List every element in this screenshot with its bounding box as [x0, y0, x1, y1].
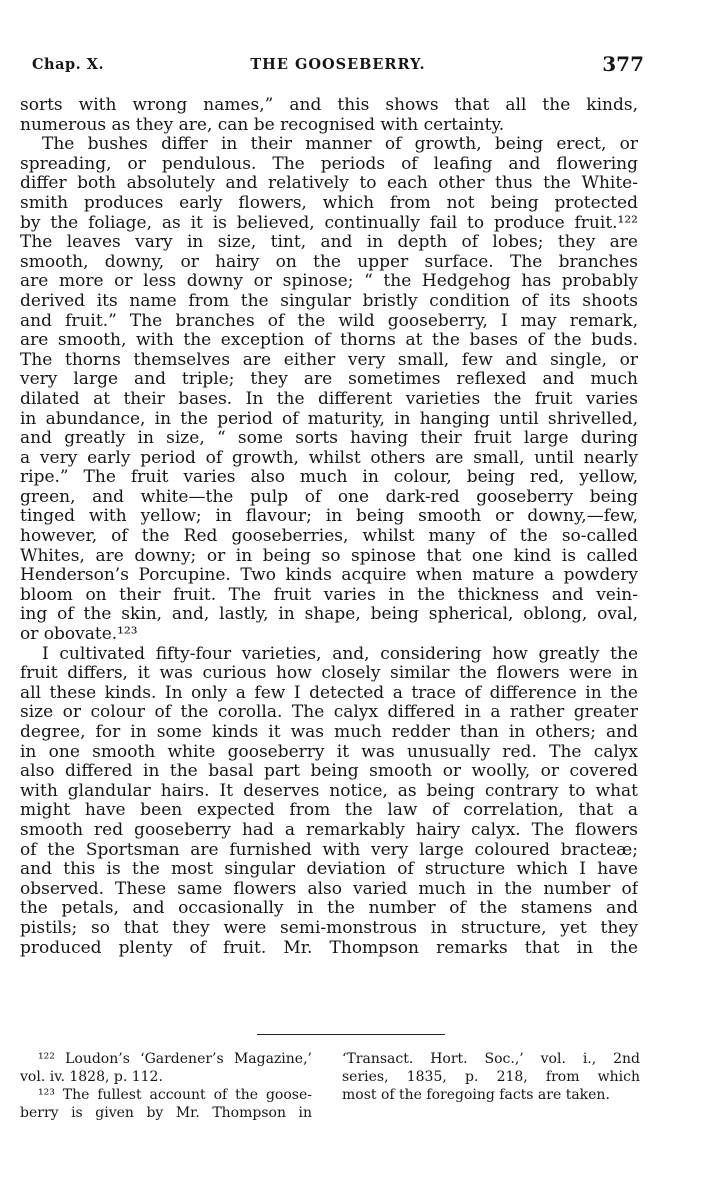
text-line: or obovate.¹²³ — [20, 625, 138, 645]
text-line: Henderson’s Porcupine. Two kinds acquire when mature a powdery — [20, 566, 638, 586]
footnote-line: ¹²² Loudon’s ‘Gardener’s Magazine,’ — [38, 1051, 312, 1067]
footnote-line: berry is given by Mr. Thompson in — [20, 1105, 312, 1121]
text-line: might have been expected from the law of correlation, that a — [20, 801, 638, 821]
text-line: derived its name from the singular bristly condition of its shoots — [20, 291, 638, 311]
text-line: are smooth, with the exception of thorns at the bases of the buds. — [20, 331, 638, 351]
text-line: by the foliage, as it is believed, continually fail to produce fruit.¹²² — [20, 213, 638, 233]
text-line: bloom on their fruit. The fruit varies in the thickness and vein- — [20, 585, 638, 605]
text-line: tinged with yellow; in flavour; in being smooth or downy,—few, — [20, 507, 638, 527]
footnote-column-right — [342, 1050, 640, 1104]
text-line: however, of the Red gooseberries, whilst many of the so-called — [20, 527, 638, 547]
text-line: ripe.” The fruit varies also much in colour, being red, yellow, — [20, 468, 638, 488]
text-line: smooth, downy, or hairy on the upper surface. The branches — [20, 252, 638, 272]
body-text — [20, 96, 638, 958]
text-line: very large and triple; they are sometimes reflexed and much — [20, 370, 638, 390]
page-number: 377 — [602, 52, 644, 76]
text-line: observed. These same flowers also varied much in the number of — [20, 879, 638, 899]
footnote-line: series, 1835, p. 218, from which — [342, 1069, 640, 1085]
text-line: smith produces early flowers, which from not being protected — [20, 193, 638, 213]
footnote-column-left — [20, 1050, 312, 1122]
text-line: produced plenty of fruit. Mr. Thompson remarks that in the — [20, 938, 638, 958]
text-line: green, and white—the pulp of one dark-red gooseberry being — [20, 487, 638, 507]
footnote-line: vol. iv. 1828, p. 112. — [20, 1069, 163, 1085]
text-line: in abundance, in the period of maturity, in hanging until shrivelled, — [20, 409, 638, 429]
footnote-divider — [257, 1034, 445, 1035]
text-line: and fruit.” The branches of the wild gooseberry, I may remark, — [20, 311, 638, 331]
text-line: with glandular hairs. It deserves notice, as being contrary to what — [20, 781, 638, 801]
footnote-line: ¹²³ The fullest account of the goose- — [38, 1087, 312, 1103]
text-line: in one smooth white gooseberry it was unusually red. The calyx — [20, 742, 638, 762]
text-line: the petals, and occasionally in the number of the stamens and — [20, 899, 638, 919]
text-line: and this is the most singular deviation of structure which I have — [20, 860, 638, 880]
text-line: differ both absolutely and relatively to each other thus the White- — [20, 174, 638, 194]
text-line: of the Sportsman are furnished with very large coloured bracteæ; — [20, 840, 638, 860]
text-line: spreading, or pendulous. The periods of leafing and flowering — [20, 154, 638, 174]
text-line: ing of the skin, and, lastly, in shape, being spherical, oblong, oval, — [20, 605, 638, 625]
text-line: and greatly in size, “ some sorts having their fruit large during — [20, 429, 638, 449]
text-line: smooth red gooseberry had a remarkably hairy calyx. The flowers — [20, 820, 638, 840]
text-line: dilated at their bases. In the different varieties the fruit varies — [20, 389, 638, 409]
text-line: Whites, are downy; or in being so spinose that one kind is called — [20, 546, 638, 566]
text-line: sorts with wrong names,” and this shows that all the kinds, — [20, 96, 638, 115]
text-line: are more or less downy or spinose; “ the Hedgehog has probably — [20, 272, 638, 292]
text-line: The thorns themselves are either very small, few and single, or — [20, 350, 638, 370]
text-line: degree, for in some kinds it was much redder than in others; and — [20, 723, 638, 742]
chapter-label: Chap. X. — [32, 56, 105, 73]
footnote-line: most of the foregoing facts are taken. — [342, 1087, 610, 1103]
text-line: all these kinds. In only a few I detected a trace of difference in the — [20, 683, 638, 703]
text-line: I cultivated fifty-four varieties, and, considering how greatly the — [42, 644, 638, 664]
text-line: also differed in the basal part being smooth or woolly, or covered — [20, 762, 638, 782]
text-line: fruit differs, it was curious how closely similar the flowers were in — [20, 664, 638, 684]
text-line: pistils; so that they were semi-monstrous in structure, yet they — [20, 918, 638, 938]
text-line: The leaves vary in size, tint, and in depth of lobes; they are — [20, 233, 638, 253]
page-title: THE GOOSEBERRY. — [250, 56, 426, 73]
text-line: numerous as they are, can be recognised with certainty. — [20, 115, 505, 135]
text-line: The bushes differ in their manner of growth, being erect, or — [42, 135, 638, 155]
running-header — [32, 52, 644, 82]
footnote-line: ‘Transact. Hort. Soc.,’ vol. i., 2nd — [342, 1051, 640, 1067]
text-line: size or colour of the corolla. The calyx differed in a rather greater — [20, 703, 638, 723]
text-line: a very early period of growth, whilst others are small, until nearly — [20, 448, 638, 468]
